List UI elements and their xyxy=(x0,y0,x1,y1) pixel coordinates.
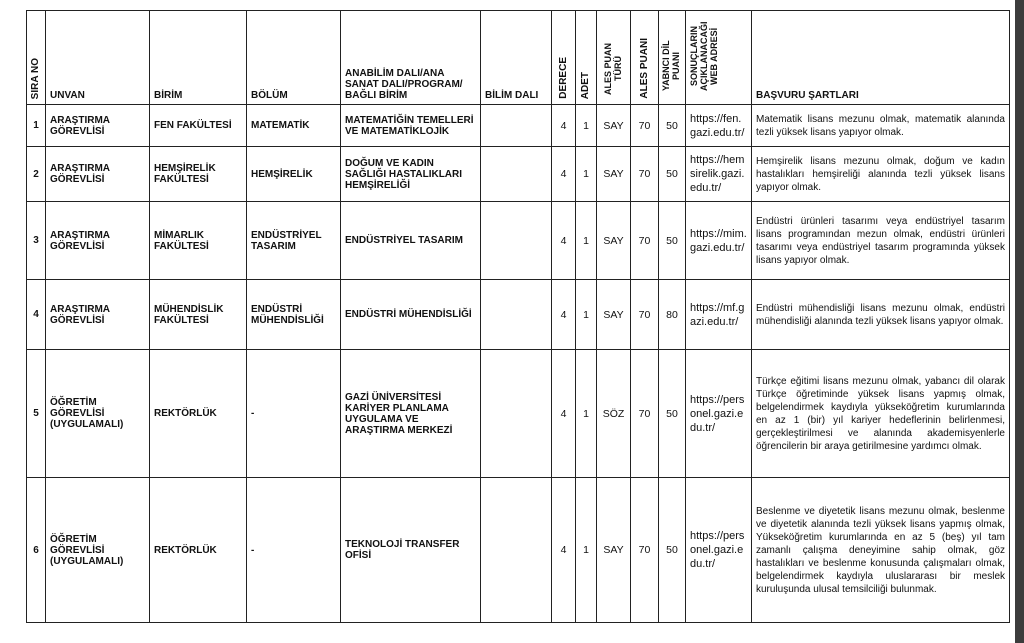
table-row xyxy=(27,350,1010,478)
cell-puan-turu: SAY xyxy=(597,478,631,623)
cell-bolum: HEMŞİRELİK xyxy=(247,147,341,202)
cell-web[interactable]: https://personel.gazi.edu.tr/ xyxy=(686,478,752,623)
cell-bolum: ENDÜSTRİYEL TASARIM xyxy=(247,202,341,280)
cell-unvan: ARAŞTIRMA GÖREVLİSİ xyxy=(46,147,150,202)
cell-web[interactable]: https://mim.gazi.edu.tr/ xyxy=(686,202,752,280)
cell-web[interactable]: https://hemsirelik.gazi.edu.tr/ xyxy=(686,147,752,202)
cell-birim: MÜHENDİSLİK FAKÜLTESİ xyxy=(150,280,247,350)
cell-unvan: ARAŞTIRMA GÖREVLİSİ xyxy=(46,280,150,350)
cell-unvan: ÖĞRETİM GÖREVLİSİ (UYGULAMALI) xyxy=(46,350,150,478)
cell-sart: Endüstri ürünleri tasarımı veya endüstriyel tasarım lisans programından mezun olmak, endüstri ürünleri tasarımı veya endüstriyel tasarım programında yüksek lisans yapıyor olmak. xyxy=(752,202,1010,280)
cell-derece: 4 xyxy=(552,478,576,623)
cell-web[interactable]: https://fen.gazi.edu.tr/ xyxy=(686,105,752,147)
table-row xyxy=(27,105,1010,147)
cell-dil: 80 xyxy=(659,280,686,350)
cell-bilim-dali xyxy=(481,147,552,202)
cell-ales: 70 xyxy=(631,202,659,280)
cell-anabilim: TEKNOLOJİ TRANSFER OFİSİ xyxy=(341,478,481,623)
header-bilim-dali: BİLİM DALI xyxy=(481,11,552,105)
cell-puan-turu: SAY xyxy=(597,147,631,202)
cell-adet: 1 xyxy=(576,478,597,623)
cell-birim: FEN FAKÜLTESİ xyxy=(150,105,247,147)
table-row xyxy=(27,478,1010,623)
cell-bolum: MATEMATİK xyxy=(247,105,341,147)
header-anabilim: ANABİLİM DALI/ANA SANAT DALI/PROGRAM/ BAĞLI BİRİM xyxy=(341,11,481,105)
table-row xyxy=(27,202,1010,280)
cell-birim: REKTÖRLÜK xyxy=(150,350,247,478)
cell-unvan: ARAŞTIRMA GÖREVLİSİ xyxy=(46,202,150,280)
header-row xyxy=(27,11,1010,105)
cell-birim: MİMARLIK FAKÜLTESİ xyxy=(150,202,247,280)
header-birim: BİRİM xyxy=(150,11,247,105)
header-ales-puani: ALES PUANI xyxy=(631,11,659,105)
table-row xyxy=(27,280,1010,350)
header-ales-puan-turu: ALES PUAN TÜRÜ xyxy=(597,11,631,105)
cell-dil: 50 xyxy=(659,105,686,147)
cell-unvan: ÖĞRETİM GÖREVLİSİ (UYGULAMALI) xyxy=(46,478,150,623)
cell-adet: 1 xyxy=(576,280,597,350)
cell-dil: 50 xyxy=(659,350,686,478)
cell-anabilim: DOĞUM VE KADIN SAĞLIĞI HASTALIKLARI HEMŞİRELİĞİ xyxy=(341,147,481,202)
cell-derece: 4 xyxy=(552,202,576,280)
header-bolum: BÖLÜM xyxy=(247,11,341,105)
cell-anabilim: MATEMATİĞİN TEMELLERİ VE MATEMATİKLOJİK xyxy=(341,105,481,147)
cell-bilim-dali xyxy=(481,350,552,478)
header-basvuru-sartlari: BAŞVURU ŞARTLARI xyxy=(752,11,1010,105)
cell-sira: 6 xyxy=(27,478,46,623)
header-unvan: UNVAN xyxy=(46,11,150,105)
cell-ales: 70 xyxy=(631,478,659,623)
cell-bolum: - xyxy=(247,478,341,623)
cell-derece: 4 xyxy=(552,350,576,478)
cell-anabilim: GAZİ ÜNİVERSİTESİ KARİYER PLANLAMA UYGULAMA VE ARAŞTIRMA MERKEZİ xyxy=(341,350,481,478)
cell-puan-turu: SAY xyxy=(597,202,631,280)
cell-puan-turu: SAY xyxy=(597,280,631,350)
cell-puan-turu: SÖZ xyxy=(597,350,631,478)
cell-bolum: ENDÜSTRİ MÜHENDİSLİĞİ xyxy=(247,280,341,350)
cell-sira: 5 xyxy=(27,350,46,478)
cell-derece: 4 xyxy=(552,147,576,202)
cell-adet: 1 xyxy=(576,147,597,202)
cell-dil: 50 xyxy=(659,478,686,623)
cell-derece: 4 xyxy=(552,105,576,147)
header-yabanci-dil: YABNCI DİL PUANI xyxy=(659,11,686,105)
cell-sira: 2 xyxy=(27,147,46,202)
cell-adet: 1 xyxy=(576,202,597,280)
cell-puan-turu: SAY xyxy=(597,105,631,147)
viewer-edge xyxy=(1015,0,1024,643)
job-listing-table xyxy=(26,10,1010,623)
cell-sart: Beslenme ve diyetetik lisans mezunu olmak, beslenme ve diyetetik alanında tezli yüksek lisans yapmış olmak, Yükseköğretim kurumlarında en az 5 (beş) yıl tam zamanlı çalışma deneyimine sahip olmak, göz hastalıkları ve beslenme konusunda çalışmaları olmak, belgelendirmek kaydıyla uluslararası bir meslek kuruluşunda ulusal temsilciliği bulunmak. xyxy=(752,478,1010,623)
cell-sart: Türkçe eğitimi lisans mezunu olmak, yabancı dil olarak Türkçe öğretiminde yüksek lisans yapmış olmak, belgelendirmek kaydıyla yükseköğretim kurumlarında en az 1 (bir) yıl kariyer hedeflerinin belirlenmesi, gerçekleştirilmesi ve alanında akademisyenlerle öğrencilerin bir araya getirilmesine yardımcı olmak. xyxy=(752,350,1010,478)
cell-ales: 70 xyxy=(631,280,659,350)
header-derece: DERECE xyxy=(552,11,576,105)
cell-ales: 70 xyxy=(631,105,659,147)
cell-sart: Hemşirelik lisans mezunu olmak, doğum ve kadın hastalıkları hemşireliği alanında tezli yüksek lisans yapıyor olmak. xyxy=(752,147,1010,202)
header-sira-no: SIRA NO xyxy=(27,11,46,105)
cell-unvan: ARAŞTIRMA GÖREVLİSİ xyxy=(46,105,150,147)
cell-ales: 70 xyxy=(631,147,659,202)
table-row xyxy=(27,147,1010,202)
cell-derece: 4 xyxy=(552,280,576,350)
cell-bilim-dali xyxy=(481,105,552,147)
cell-bilim-dali xyxy=(481,280,552,350)
cell-sart: Matematik lisans mezunu olmak, matematik alanında tezli yüksek lisans yapıyor olmak. xyxy=(752,105,1010,147)
cell-bolum: - xyxy=(247,350,341,478)
cell-dil: 50 xyxy=(659,202,686,280)
cell-sart: Endüstri mühendisliği lisans mezunu olmak, endüstri mühendisliği alanında tezli yüksek lisans yapıyor olmak. xyxy=(752,280,1010,350)
header-adet: ADET xyxy=(576,11,597,105)
cell-ales: 70 xyxy=(631,350,659,478)
cell-birim: REKTÖRLÜK xyxy=(150,478,247,623)
cell-sira: 4 xyxy=(27,280,46,350)
cell-web[interactable]: https://personel.gazi.edu.tr/ xyxy=(686,350,752,478)
cell-adet: 1 xyxy=(576,105,597,147)
cell-sira: 3 xyxy=(27,202,46,280)
cell-dil: 50 xyxy=(659,147,686,202)
cell-anabilim: ENDÜSTRİ MÜHENDİSLİĞİ xyxy=(341,280,481,350)
cell-bilim-dali xyxy=(481,202,552,280)
cell-adet: 1 xyxy=(576,350,597,478)
cell-web[interactable]: https://mf.gazi.edu.tr/ xyxy=(686,280,752,350)
cell-birim: HEMŞİRELİK FAKÜLTESİ xyxy=(150,147,247,202)
cell-anabilim: ENDÜSTRİYEL TASARIM xyxy=(341,202,481,280)
cell-bilim-dali xyxy=(481,478,552,623)
header-sonuclar-web: SONUÇLARIN AÇIKLANACAĞI WEB ADRESİ xyxy=(686,11,752,105)
cell-sira: 1 xyxy=(27,105,46,147)
